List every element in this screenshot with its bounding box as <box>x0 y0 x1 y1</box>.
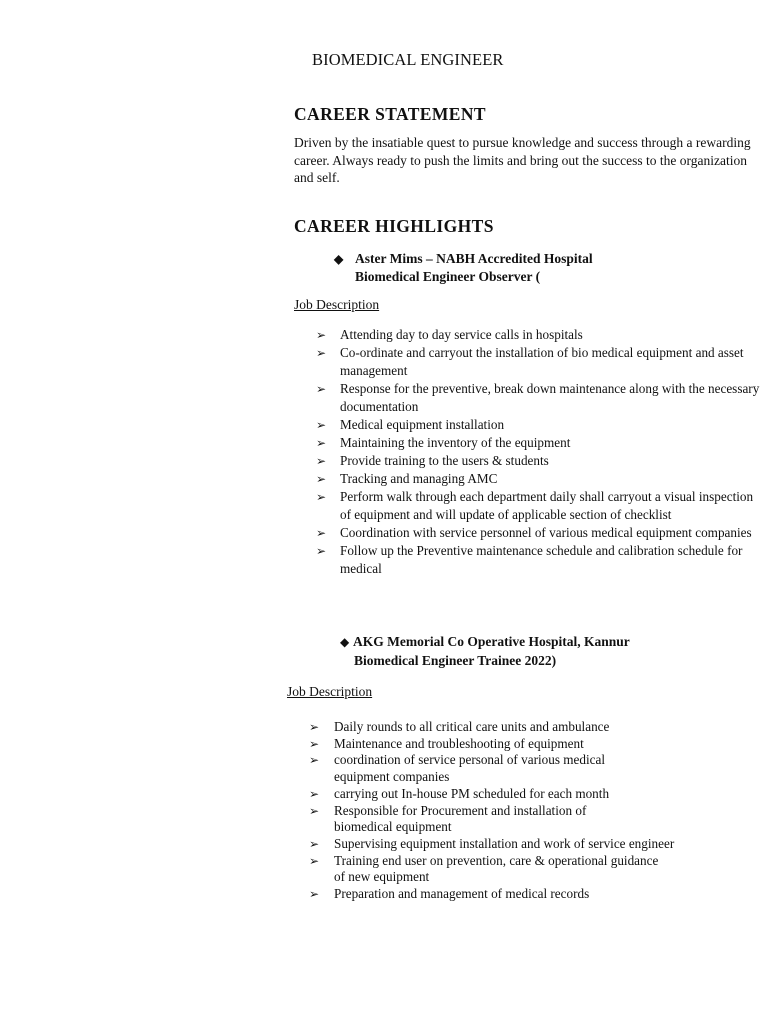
arrow-bullet-icon: ➢ <box>316 418 327 432</box>
job2-role: Biomedical Engineer Trainee 2022) <box>354 653 557 668</box>
job2-duties-list <box>309 719 759 903</box>
duty-text: Tracking and managing AMC <box>340 471 498 486</box>
duty-text: carrying out In-house PM scheduled for each month <box>334 785 610 801</box>
arrow-bullet-icon: ➢ <box>316 490 327 504</box>
diamond-bullet-icon: ◆ <box>340 635 350 649</box>
duty-item <box>309 886 759 903</box>
diamond-bullet-icon: ◆ <box>334 252 344 266</box>
arrow-bullet-icon: ➢ <box>316 454 327 468</box>
duty-item <box>309 786 759 803</box>
career-statement-text: Driven by the insatiable quest to pursue knowledge and success through a rewarding career. Always ready to push the limits and bring out the success to the organization and self. <box>294 135 751 185</box>
duty-text: Provide training to the users & students <box>340 453 549 468</box>
duty-text: Training end user on prevention, care & operational guidance of new equipment <box>334 852 659 885</box>
duty-text: Coordination with service personnel of various medical equipment companies <box>340 525 752 540</box>
duty-text: Follow up the Preventive maintenance schedule and calibration schedule for medical <box>340 543 743 576</box>
arrow-bullet-icon: ➢ <box>309 720 320 734</box>
duty-item <box>309 752 759 785</box>
duty-item <box>309 853 759 886</box>
arrow-bullet-icon: ➢ <box>316 346 327 360</box>
duty-item <box>316 434 766 452</box>
duty-item <box>316 524 766 542</box>
duty-item <box>316 452 766 470</box>
duty-item <box>309 803 759 836</box>
arrow-bullet-icon: ➢ <box>316 544 327 558</box>
arrow-bullet-icon: ➢ <box>316 526 327 540</box>
duty-text: Attending day to day service calls in hospitals <box>340 327 583 342</box>
arrow-bullet-icon: ➢ <box>316 328 327 342</box>
job1-duties-list <box>316 326 766 578</box>
duty-item <box>316 344 766 380</box>
arrow-bullet-icon: ➢ <box>309 736 320 751</box>
duty-text: Perform walk through each department daily shall carryout a visual inspection of equipment and will update of applicable section of checklist <box>340 489 754 522</box>
duty-text: Daily rounds to all critical care units and ambulance <box>334 719 610 734</box>
duty-text: Maintenance and troubleshooting of equipment <box>334 735 584 751</box>
duty-item <box>316 416 766 434</box>
job1-role: Biomedical Engineer Observer ( <box>355 269 541 284</box>
arrow-bullet-icon: ➢ <box>309 853 320 868</box>
duty-text: Preparation and management of medical records <box>334 886 590 902</box>
arrow-bullet-icon: ➢ <box>309 786 320 801</box>
duty-item <box>316 380 766 416</box>
job2-description-label: Job Description <box>287 684 373 699</box>
arrow-bullet-icon: ➢ <box>309 753 320 768</box>
arrow-bullet-icon: ➢ <box>309 836 320 851</box>
career-statement-heading: CAREER STATEMENT <box>294 104 486 124</box>
arrow-bullet-icon: ➢ <box>316 382 327 396</box>
duty-text: Supervising equipment installation and work of service engineer <box>334 835 675 851</box>
job2-org-name: AKG Memorial Co Operative Hospital, Kannur <box>353 634 630 649</box>
duty-text: coordination of service personal of various medical equipment companies <box>334 752 605 785</box>
duty-item <box>316 542 766 578</box>
duty-item <box>309 719 759 736</box>
arrow-bullet-icon: ➢ <box>309 887 320 902</box>
duty-text: Maintaining the inventory of the equipment <box>340 435 571 450</box>
arrow-bullet-icon: ➢ <box>309 803 320 818</box>
arrow-bullet-icon: ➢ <box>316 472 327 486</box>
career-highlights-heading: CAREER HIGHLIGHTS <box>294 216 494 236</box>
duty-text: Medical equipment installation <box>340 417 505 432</box>
job1-description-label: Job Description <box>294 297 380 312</box>
job1-org-name: Aster Mims – NABH Accredited Hospital <box>355 251 593 266</box>
duty-item <box>309 836 759 853</box>
arrow-bullet-icon: ➢ <box>316 436 327 450</box>
duty-text: Responsible for Procurement and installation of biomedical equipment <box>334 802 587 835</box>
duty-text: Response for the preventive, break down maintenance along with the necessary documentation <box>340 381 760 414</box>
duty-item <box>316 488 766 524</box>
duty-item <box>316 470 766 488</box>
duty-text: Co-ordinate and carryout the installation of bio medical equipment and asset management <box>340 345 744 378</box>
duty-item <box>309 736 759 753</box>
duty-item <box>316 326 766 344</box>
document-title: BIOMEDICAL ENGINEER <box>312 50 504 69</box>
